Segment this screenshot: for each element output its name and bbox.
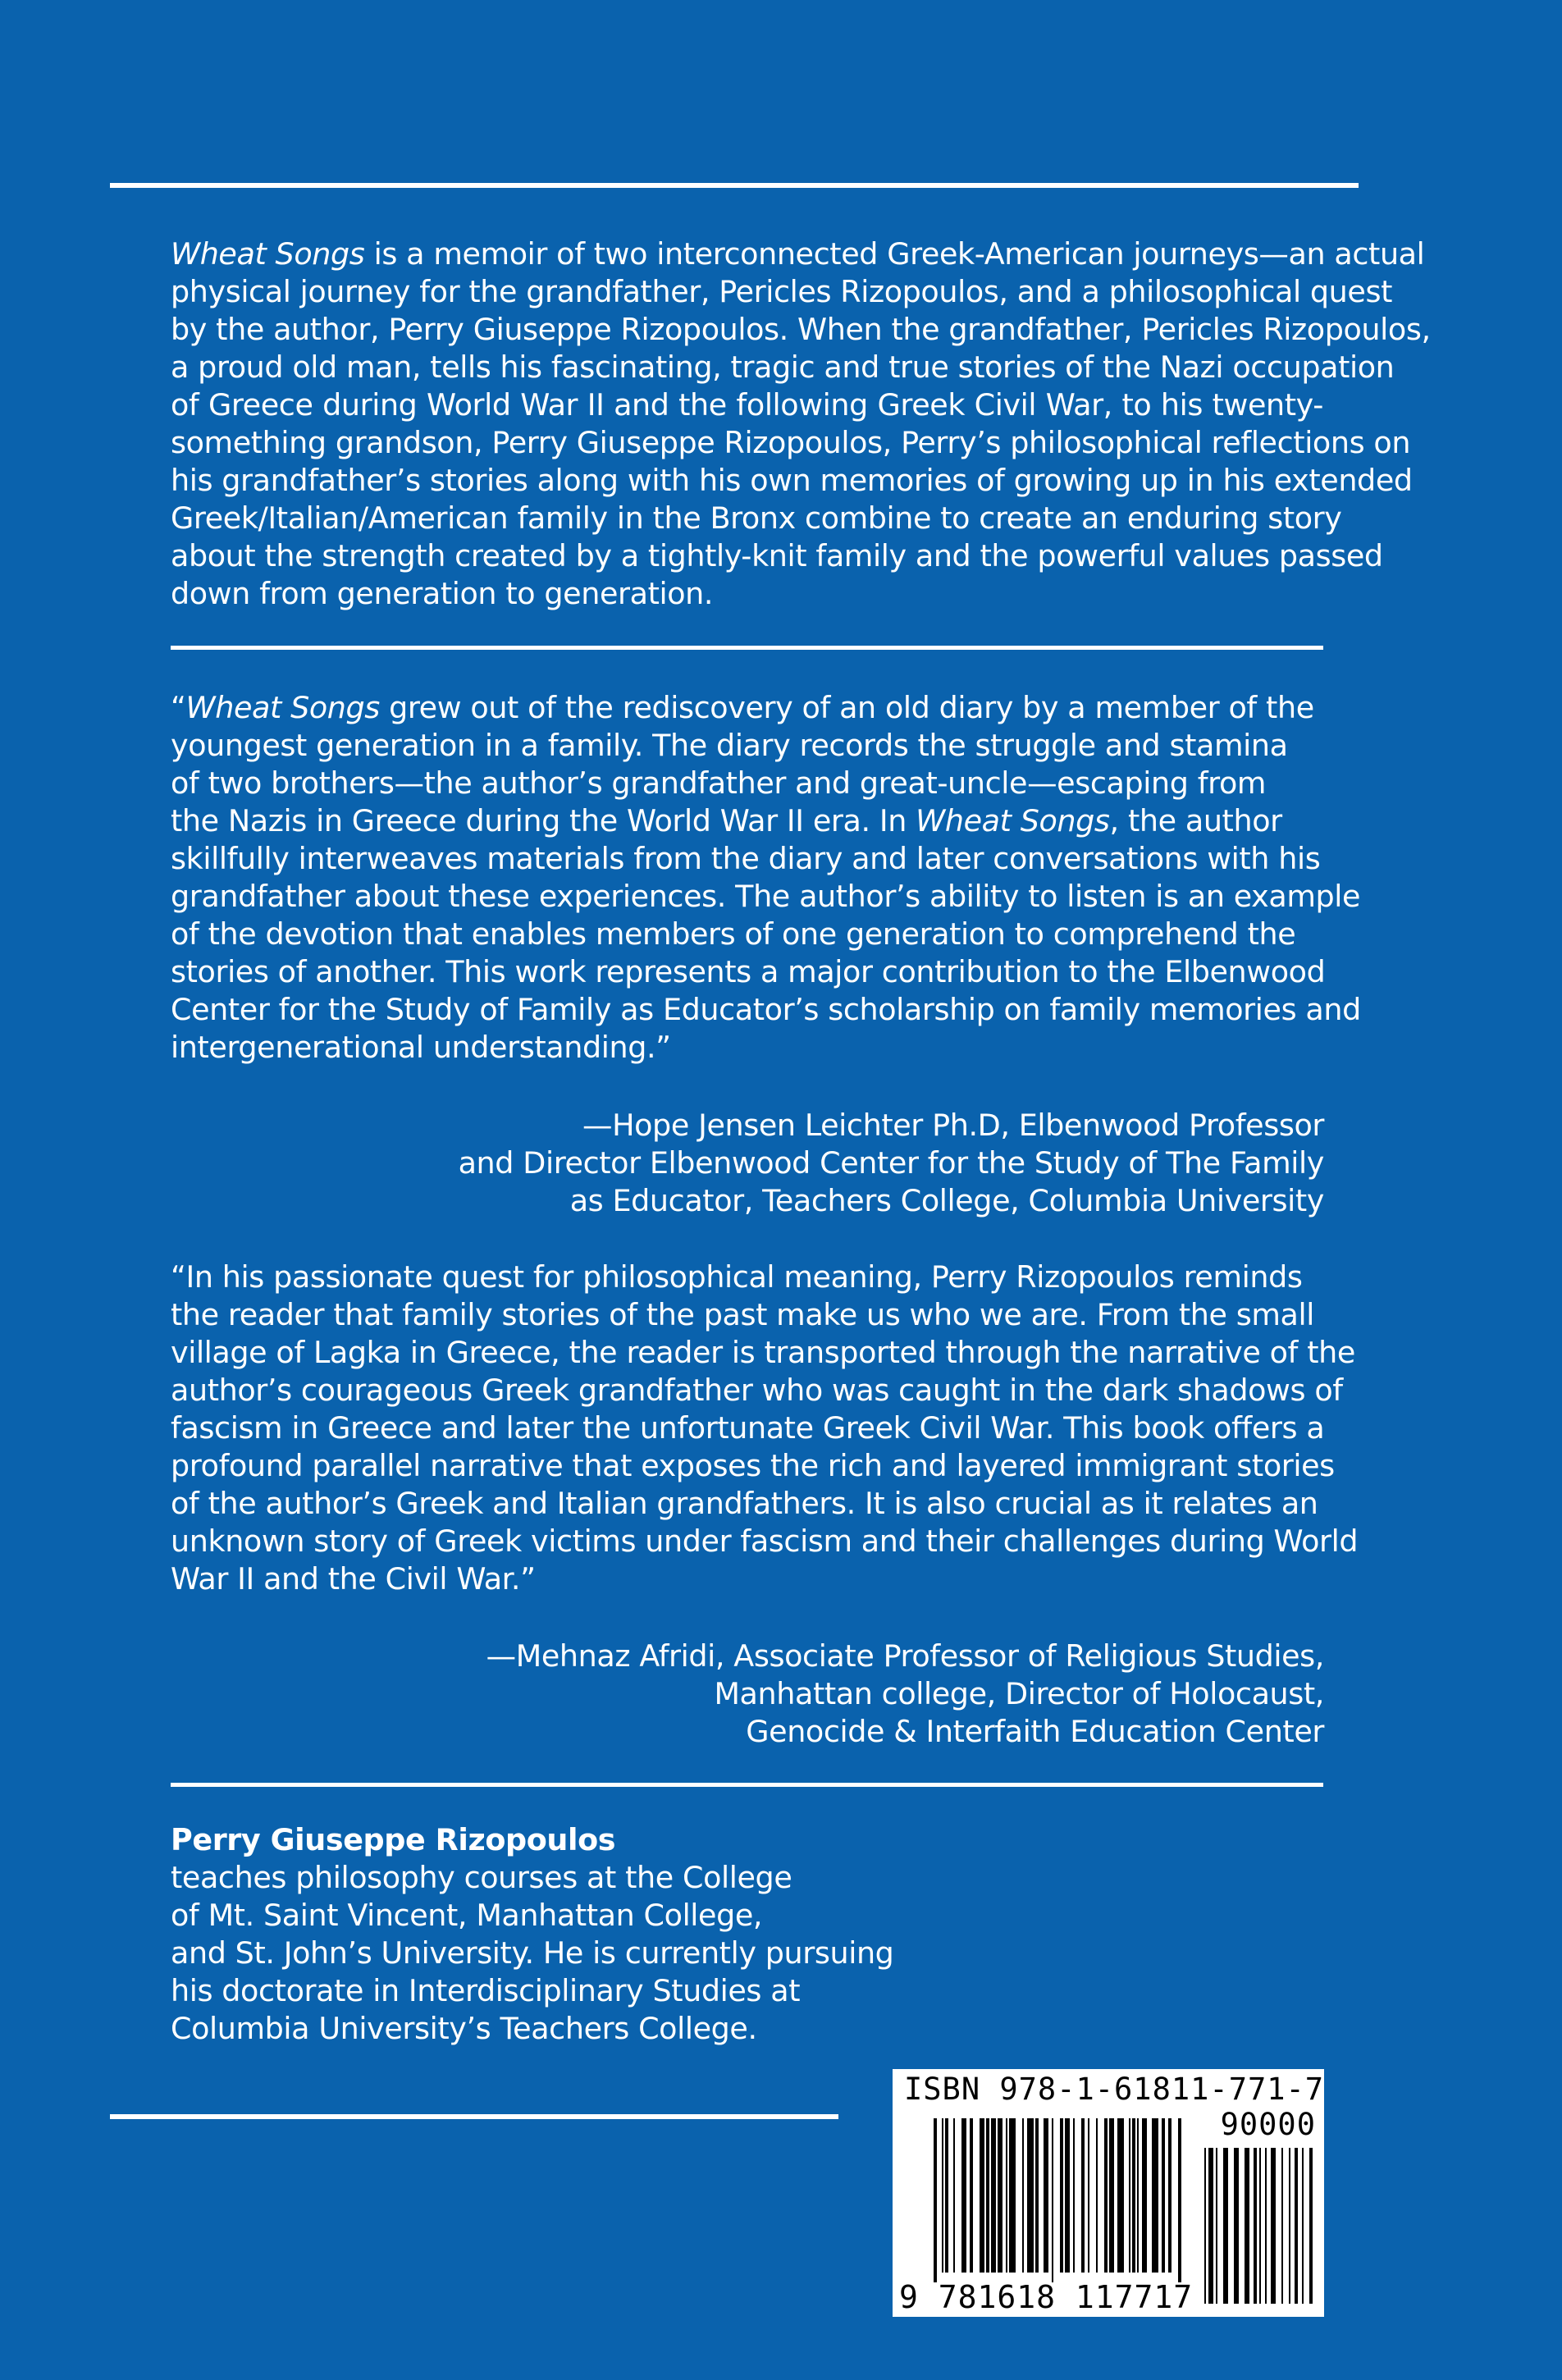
barcode-number: 9 781618 117717	[899, 2279, 1194, 2315]
barcode-addon-bar	[1259, 2148, 1261, 2304]
attribution-line: and Director Elbenwood Center for the Study of The Family	[458, 1145, 1324, 1181]
barcode-bar	[1162, 2118, 1165, 2273]
barcode-bar	[1022, 2118, 1024, 2273]
barcode-bar	[961, 2118, 966, 2273]
barcode-addon-bar	[1254, 2148, 1257, 2304]
barcode-bar	[1109, 2118, 1114, 2273]
endorsement-attribution-leichter	[459, 1107, 1324, 1220]
price-code: 90000	[1220, 2107, 1316, 2142]
barcode-bar	[1142, 2118, 1147, 2273]
attribution-line: Manhattan college, Director of Holocaust,	[714, 1676, 1324, 1711]
description-line: down from generation to generation.	[171, 576, 714, 611]
barcode-addon-bar	[1245, 2148, 1249, 2304]
description-line: Greek/Italian/American family in the Bronx combine to create an enduring story	[171, 500, 1342, 536]
barcode-bar	[1073, 2118, 1075, 2273]
barcode-bar	[1044, 2118, 1048, 2273]
description-line: his grandfather’s stories along with his own memories of growing up in his extended	[171, 463, 1413, 498]
quote-line: author’s courageous Greek grandfather who was caught in the dark shadows of	[171, 1373, 1343, 1408]
quote-line: “Wheat Songs grew out of the rediscovery of an old diary by a member of the	[171, 690, 1314, 725]
quote-line: the Nazis in Greece during the World War II era. In Wheat Songs, the author	[171, 803, 1282, 838]
barcode-bar	[970, 2118, 973, 2273]
author-bio	[171, 1821, 893, 2048]
book-description	[171, 235, 1431, 613]
attribution-line: as Educator, Teachers College, Columbia University	[569, 1183, 1324, 1218]
quote-line: Center for the Study of Family as Educator’s scholarship on family memories and	[171, 992, 1361, 1027]
barcode-addon-bar	[1302, 2148, 1304, 2304]
barcode-bar	[1060, 2118, 1063, 2273]
barcode-bar	[1006, 2118, 1007, 2273]
attribution-line: —Mehnaz Afridi, Associate Professor of Religious Studies,	[486, 1638, 1324, 1674]
quote-line: fascism in Greece and later the unfortunate Greek Civil War. This book offers a	[171, 1410, 1325, 1446]
quote-line: youngest generation in a family. The diary records the struggle and stamina	[171, 728, 1288, 763]
quote-line: “In his passionate quest for philosophical meaning, Perry Rizopoulos reminds	[171, 1259, 1303, 1295]
quote-line: War II and the Civil War.”	[171, 1561, 536, 1597]
barcode-bar	[1052, 2118, 1053, 2282]
barcode-bar	[945, 2118, 948, 2273]
barcode-bar	[1009, 2118, 1016, 2273]
bio-line: of Mt. Saint Vincent, Manhattan College,	[171, 1898, 763, 1933]
quote-line: village of Lagka in Greece, the reader is transported through the narrative of the	[171, 1335, 1355, 1370]
barcode-bar	[942, 2118, 943, 2273]
barcode-bar	[1081, 2118, 1085, 2273]
description-line: of Greece during World War II and the following Greek Civil War, to his twenty-	[171, 387, 1323, 423]
barcode-addon-bar	[1204, 2148, 1206, 2304]
barcode-bar	[953, 2118, 955, 2273]
description-line: physical journey for the grandfather, Pericles Rizopoulos, and a philosophical quest	[171, 274, 1392, 309]
bio-line: and St. John’s University. He is currently pursuing	[171, 1935, 894, 1971]
barcode-addon-bar	[1309, 2148, 1313, 2304]
barcode-addon-bar	[1223, 2148, 1228, 2304]
barcode-bar	[1178, 2118, 1181, 2282]
quote-line: of two brothers—the author’s grandfather and great-uncle—escaping from	[171, 765, 1267, 801]
barcode-addon-bar	[1216, 2148, 1217, 2304]
barcode-bar	[1168, 2118, 1172, 2273]
barcode-bar	[934, 2118, 937, 2282]
barcode-bar	[998, 2118, 1003, 2273]
bio-line: his doctorate in Interdisciplinary Studies at	[171, 1973, 801, 2008]
barcode-addon-bar	[1271, 2148, 1276, 2304]
book-title-italic: Wheat Songs	[916, 803, 1110, 838]
barcode-bar	[1065, 2118, 1070, 2273]
quote-line: of the author’s Greek and Italian grandfathers. It is also crucial as it relates an	[171, 1486, 1318, 1521]
barcode-bar	[991, 2118, 996, 2273]
isbn-barcode	[893, 2069, 1324, 2317]
quote-line: of the devotion that enables members of one generation to comprehend the	[171, 916, 1296, 952]
barcode-bar	[1132, 2118, 1135, 2273]
barcode-addon-bar	[1208, 2148, 1213, 2304]
barcode-bar	[1104, 2118, 1108, 2273]
barcode-bar	[1117, 2118, 1124, 2273]
divider-after-quotes	[171, 1783, 1323, 1787]
attribution-line: Genocide & Interfaith Education Center	[746, 1714, 1324, 1749]
bio-line: Columbia University’s Teachers College.	[171, 2011, 757, 2046]
barcode-addon-bar	[1234, 2148, 1239, 2304]
quote-line: stories of another. This work represents a major contribution to the Elbenwood	[171, 954, 1326, 989]
quote-line: grandfather about these experiences. The author’s ability to listen is an example	[171, 879, 1361, 914]
barcode-bar	[1035, 2118, 1039, 2273]
quote-line: profound parallel narrative that exposes the rich and layered immigrant stories	[171, 1448, 1335, 1483]
description-line: something grandson, Perry Giuseppe Rizopoulos, Perry’s philosophical reflections on	[171, 425, 1411, 460]
isbn-label: ISBN 978-1-61811-771-7	[904, 2072, 1325, 2107]
bottom-divider	[110, 2114, 838, 2119]
description-line: a proud old man, tells his fascinating, tragic and true stories of the Nazi occupation	[171, 349, 1395, 385]
book-title-italic: Wheat Songs	[185, 690, 380, 725]
barcode-addon-bar	[1289, 2148, 1290, 2304]
description-line: by the author, Perry Giuseppe Rizopoulos. When the grandfather, Pericles Rizopoulos,	[171, 312, 1431, 347]
quote-line: the reader that family stories of the past make us who we are. From the small	[171, 1297, 1314, 1332]
top-divider	[110, 183, 1359, 188]
barcode-addon-bar	[1281, 2148, 1283, 2304]
barcode-bar	[1027, 2118, 1034, 2273]
barcode-bar	[1096, 2118, 1098, 2273]
barcode-bar	[1129, 2118, 1130, 2273]
description-line: about the strength created by a tightly-knit family and the powerful values passed	[171, 538, 1383, 573]
attribution-line: —Hope Jensen Leichter Ph.D, Elbenwood Professor	[582, 1108, 1324, 1143]
barcode-bar	[1152, 2118, 1158, 2273]
quote-line: skillfully interweaves materials from the diary and later conversations with his	[171, 841, 1321, 876]
barcode-bar	[980, 2118, 984, 2273]
quote-line: unknown story of Greek victims under fascism and their challenges during World	[171, 1523, 1359, 1559]
author-name: Perry Giuseppe Rizopoulos	[171, 1822, 616, 1857]
barcode-addon-bar	[1265, 2148, 1267, 2304]
endorsement-attribution-afridi	[486, 1638, 1324, 1751]
barcode-bar	[986, 2118, 989, 2273]
description-line: Wheat Songs is a memoir of two interconnected Greek-American journeys—an actual	[171, 236, 1425, 272]
barcode-bar	[1137, 2118, 1139, 2273]
quote-line: intergenerational understanding.”	[171, 1030, 671, 1065]
endorsement-quote-afridi	[171, 1259, 1359, 1598]
book-title-italic: Wheat Songs	[171, 236, 365, 272]
barcode-bar	[1088, 2118, 1089, 2273]
bio-line: teaches philosophy courses at the College	[171, 1860, 792, 1895]
endorsement-quote-leichter	[171, 689, 1361, 1067]
divider-after-description	[171, 646, 1323, 650]
barcode-addon-bar	[1295, 2148, 1298, 2304]
